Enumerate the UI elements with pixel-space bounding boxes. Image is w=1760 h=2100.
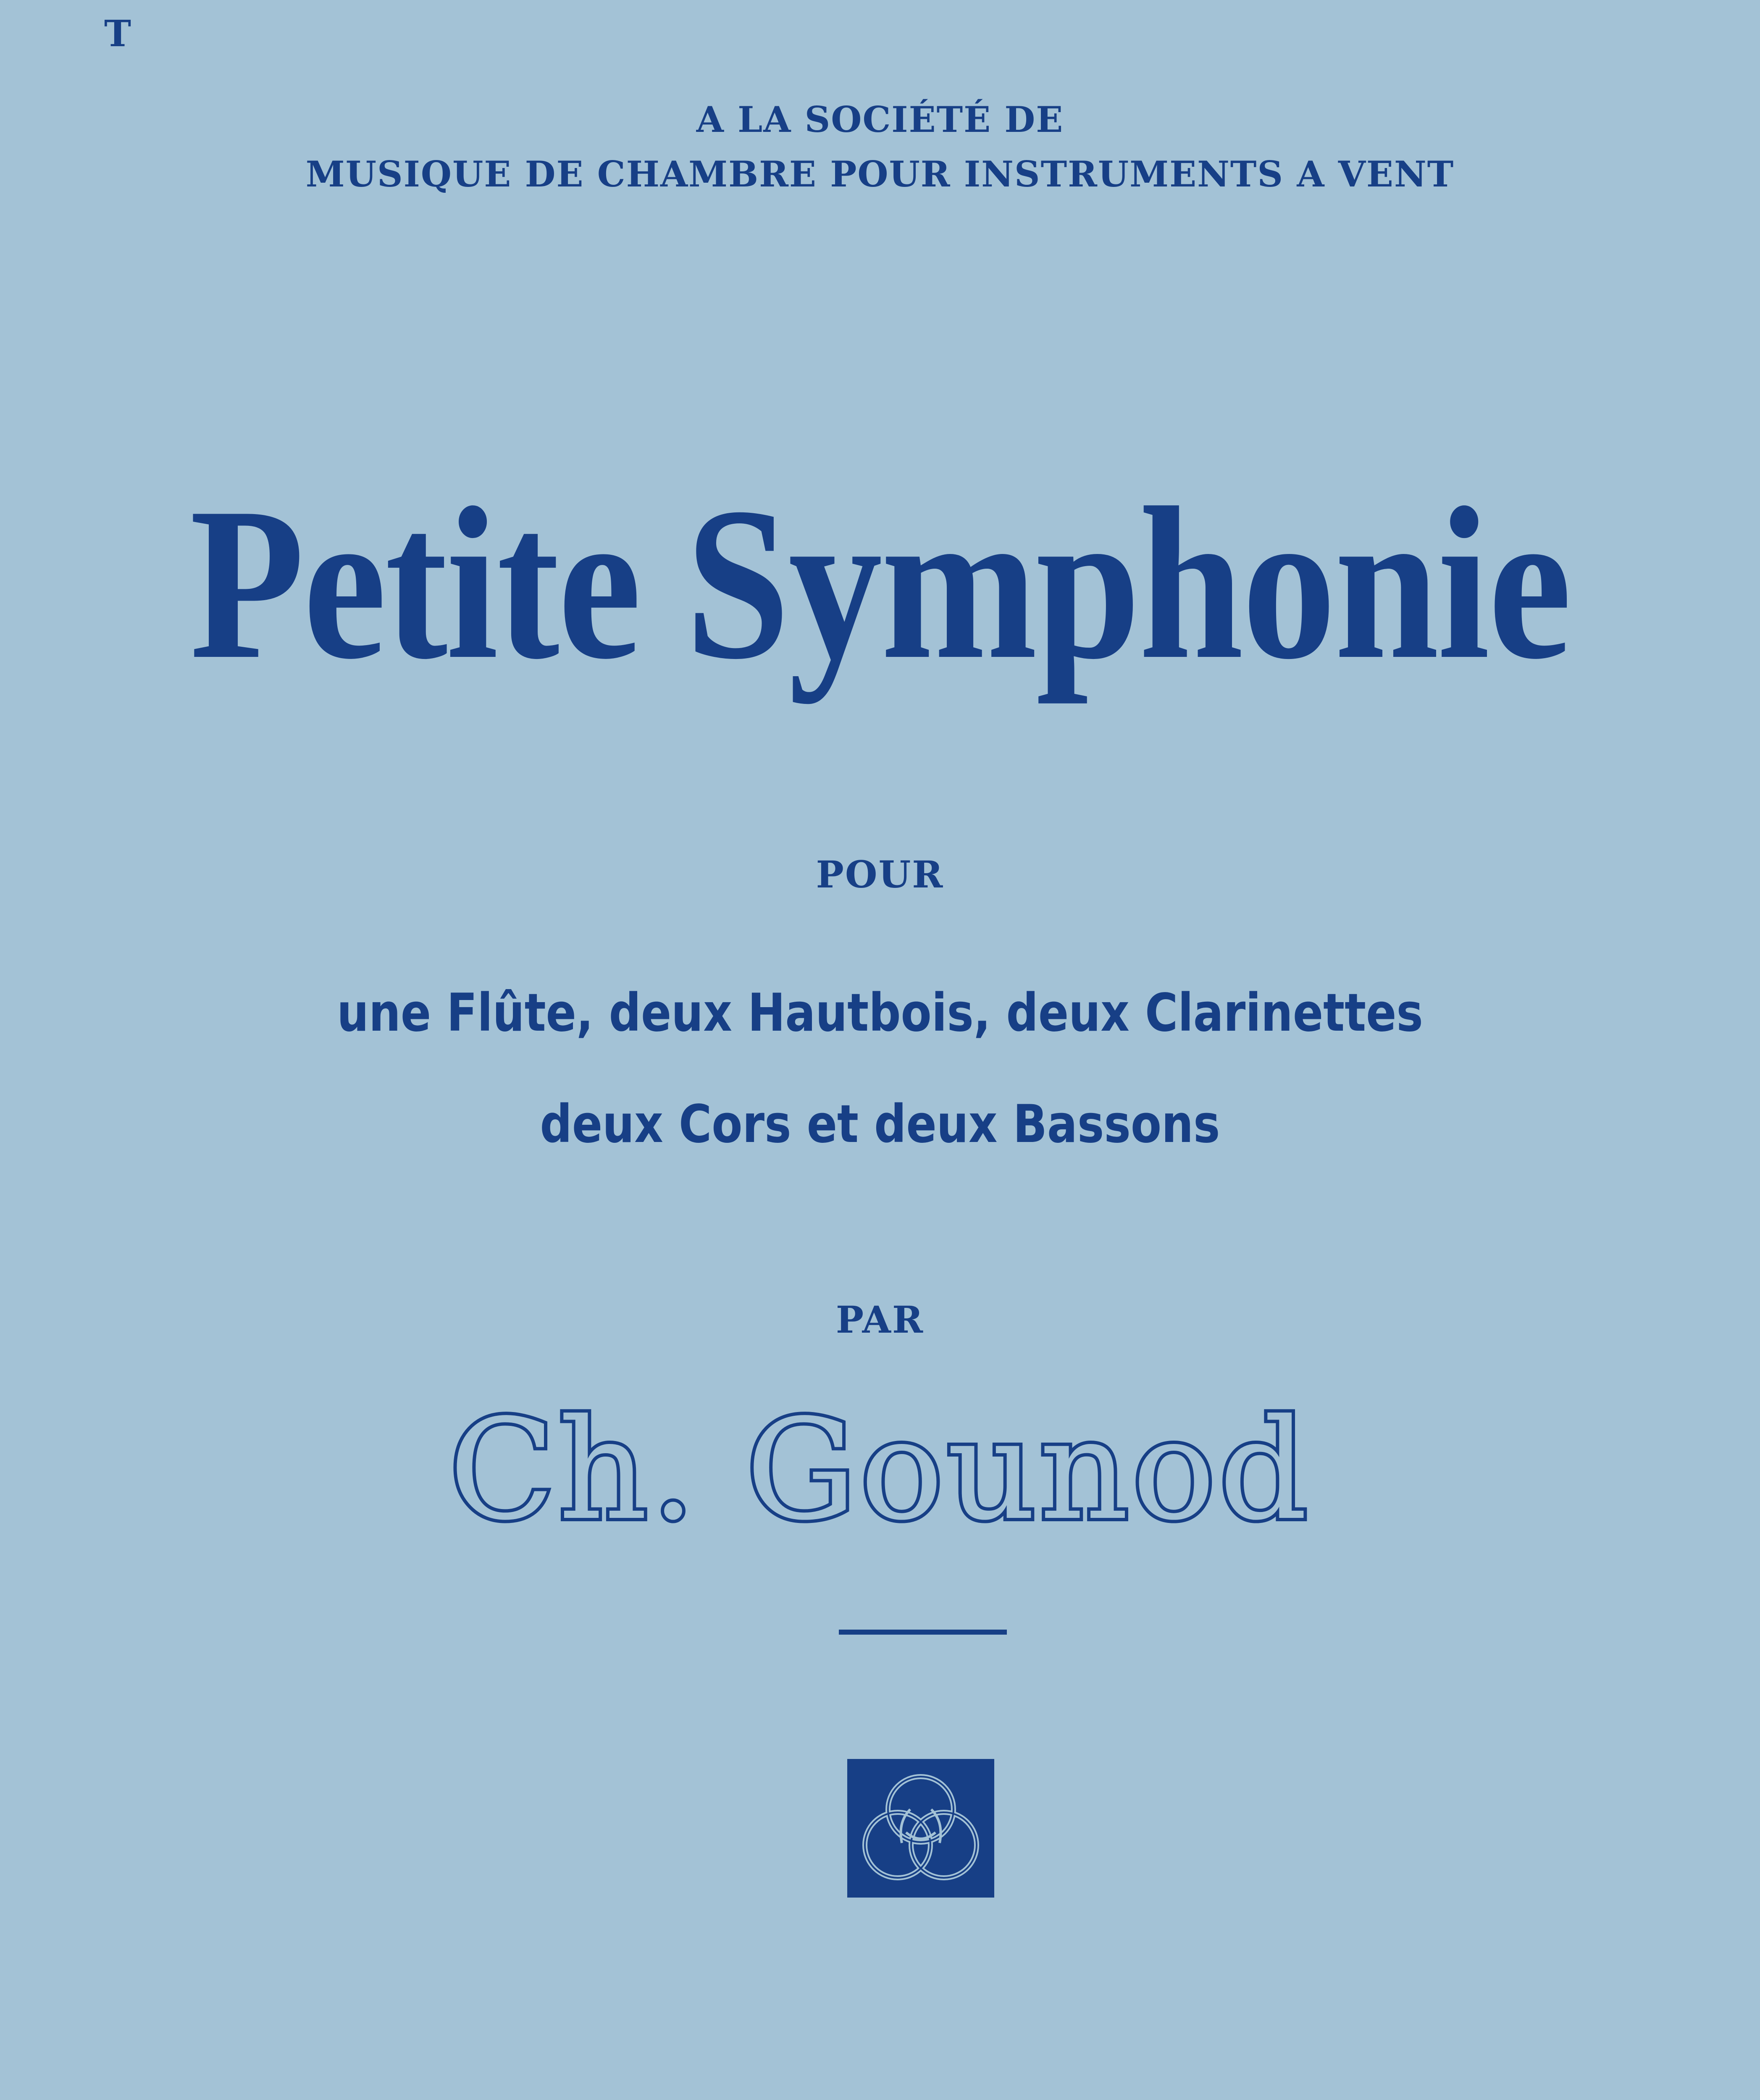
dedication-line-1: A LA SOCIÉTÉ DE xyxy=(696,99,1064,140)
composer-name xyxy=(0,1389,1760,1551)
dedication xyxy=(0,92,1760,202)
divider-rule xyxy=(839,1630,1007,1635)
instrumentation-line-1: une Flûte, deux Hautbois, deux Clarinettes xyxy=(337,983,1423,1043)
corner-mark: T xyxy=(104,13,131,55)
composer-name-text: Ch. Gounod xyxy=(449,1389,1311,1551)
par-label: PAR xyxy=(835,1298,925,1341)
instrumentation xyxy=(123,958,1637,1180)
pour-label: POUR xyxy=(816,853,944,896)
page-title: Petite Symphonie xyxy=(189,463,1571,704)
triquetra-emblem-icon xyxy=(847,1759,994,1898)
dedication-line-2: MUSIQUE DE CHAMBRE POUR INSTRUMENTS A VENT xyxy=(305,153,1455,195)
instrumentation-line-2: deux Cors et deux Bassons xyxy=(540,1094,1220,1155)
